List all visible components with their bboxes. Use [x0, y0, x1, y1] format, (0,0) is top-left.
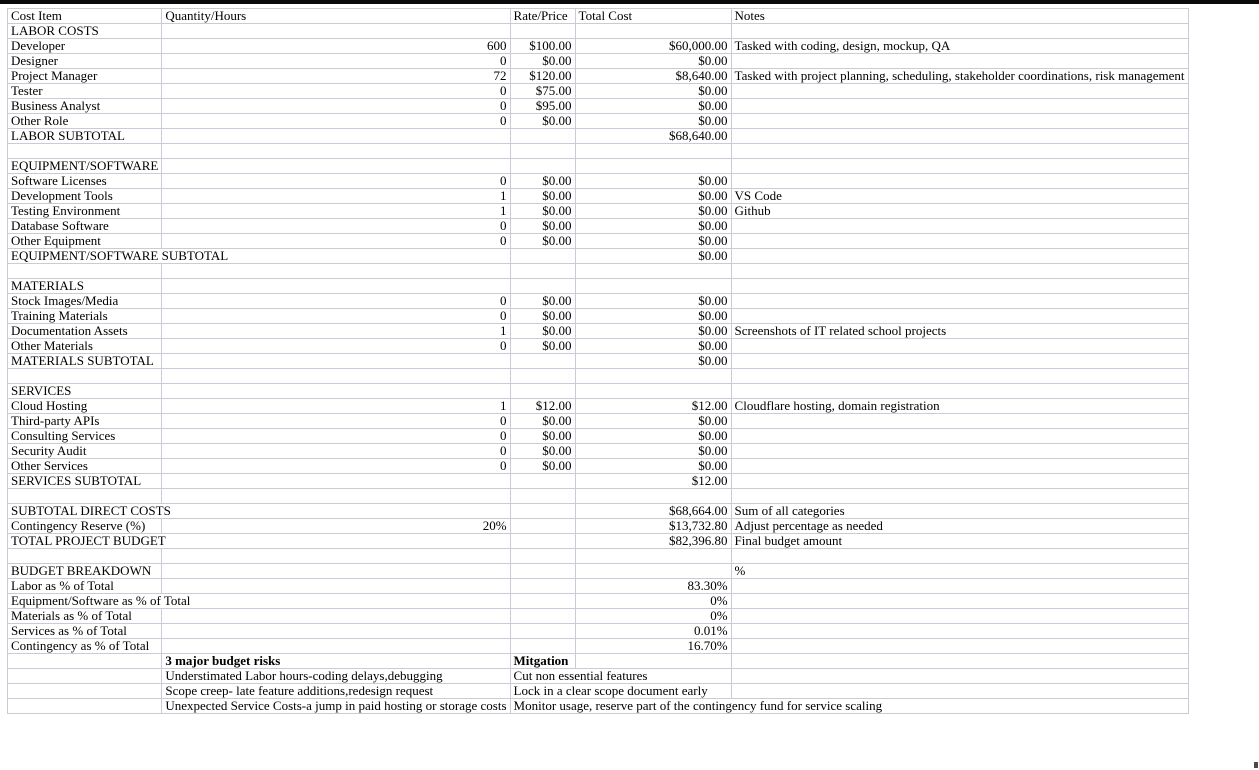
- cell-rate[interactable]: $120.00: [510, 69, 575, 84]
- cell-cost-item[interactable]: Labor as % of Total: [8, 579, 162, 594]
- cell-rate[interactable]: $0.00: [510, 234, 575, 249]
- cell-total[interactable]: Total Cost: [575, 9, 731, 24]
- cell-notes[interactable]: [731, 369, 1188, 384]
- cell-cost-item[interactable]: [8, 144, 162, 159]
- cell-total[interactable]: 16.70%: [575, 639, 731, 654]
- cell-total[interactable]: 0.01%: [575, 624, 731, 639]
- cell-quantity[interactable]: [162, 579, 510, 594]
- cell-cost-item[interactable]: [8, 699, 162, 714]
- table-row: [8, 84, 1189, 99]
- cell-total[interactable]: 0%: [575, 594, 731, 609]
- cell-rate[interactable]: $0.00: [510, 459, 575, 474]
- cell-quantity[interactable]: 600: [162, 39, 510, 54]
- table-row: [8, 519, 1189, 534]
- cell-cost-item[interactable]: MATERIALS: [8, 279, 162, 294]
- cell-total[interactable]: 0%: [575, 609, 731, 624]
- cell-total[interactable]: $12.00: [575, 399, 731, 414]
- table-row: [8, 399, 1189, 414]
- cell-total[interactable]: $0.00: [575, 339, 731, 354]
- table-row: [8, 249, 1189, 264]
- cell-notes[interactable]: [731, 474, 1188, 489]
- cell-total[interactable]: $0.00: [575, 219, 731, 234]
- table-row: [8, 114, 1189, 129]
- cell-cost-item[interactable]: Project Manager: [8, 69, 162, 84]
- table-row: [8, 24, 1189, 39]
- cell-quantity[interactable]: 0: [162, 444, 510, 459]
- cell-total[interactable]: $13,732.80: [575, 519, 731, 534]
- cell-cost-item[interactable]: Third-party APIs: [8, 414, 162, 429]
- cell-total[interactable]: $8,640.00: [575, 69, 731, 84]
- cell-rate[interactable]: [510, 504, 575, 519]
- cell-notes[interactable]: [731, 24, 1188, 39]
- table-row: [8, 39, 1189, 54]
- table-row: [8, 159, 1189, 174]
- cell-quantity[interactable]: [162, 549, 510, 564]
- cell-notes[interactable]: Cloudflare hosting, domain registration: [731, 399, 1188, 414]
- cell-cost-item[interactable]: Developer: [8, 39, 162, 54]
- cell-quantity[interactable]: [162, 159, 510, 174]
- cell-rate[interactable]: [510, 579, 575, 594]
- cell-total[interactable]: $0.00: [575, 54, 731, 69]
- cell-rate[interactable]: $0.00: [510, 294, 575, 309]
- cell-cost-item[interactable]: [8, 669, 162, 684]
- cell-quantity[interactable]: [162, 129, 510, 144]
- cell-cost-item[interactable]: Documentation Assets: [8, 324, 162, 339]
- cell-rate[interactable]: [510, 564, 575, 579]
- cell-quantity[interactable]: 0: [162, 414, 510, 429]
- cell-notes[interactable]: [731, 234, 1188, 249]
- cell-cost-item[interactable]: Contingency as % of Total: [8, 639, 162, 654]
- cell-cost-item[interactable]: Cloud Hosting: [8, 399, 162, 414]
- cell-cost-item[interactable]: [8, 489, 162, 504]
- cell-rate[interactable]: Cut non essential features: [510, 669, 731, 684]
- cell-rate[interactable]: [510, 249, 575, 264]
- table-row: [8, 444, 1189, 459]
- cell-total[interactable]: $0.00: [575, 114, 731, 129]
- cell-notes[interactable]: [731, 384, 1188, 399]
- top-edge-bar: [0, 0, 1259, 4]
- cell-notes[interactable]: [731, 99, 1188, 114]
- table-row: [8, 669, 1189, 684]
- cell-quantity[interactable]: [162, 279, 510, 294]
- table-row: [8, 189, 1189, 204]
- scroll-corner-artifact: [1254, 762, 1258, 768]
- cell-notes[interactable]: [731, 264, 1188, 279]
- cell-quantity[interactable]: 0: [162, 234, 510, 249]
- cell-quantity[interactable]: 3 major budget risks: [162, 654, 510, 669]
- table-row: [8, 174, 1189, 189]
- budget-table: [7, 8, 1189, 714]
- cell-quantity[interactable]: 0: [162, 99, 510, 114]
- cell-cost-item[interactable]: [8, 264, 162, 279]
- cell-total[interactable]: $0.00: [575, 354, 731, 369]
- cell-rate[interactable]: $0.00: [510, 324, 575, 339]
- table-row: [8, 234, 1189, 249]
- cell-cost-item[interactable]: [8, 369, 162, 384]
- cell-notes[interactable]: [731, 309, 1188, 324]
- cell-notes[interactable]: Tasked with coding, design, mockup, QA: [731, 39, 1188, 54]
- cell-total[interactable]: $0.00: [575, 99, 731, 114]
- cell-total[interactable]: $0.00: [575, 444, 731, 459]
- cell-notes[interactable]: [731, 639, 1188, 654]
- cell-rate[interactable]: [510, 369, 575, 384]
- cell-cost-item[interactable]: Database Software: [8, 219, 162, 234]
- cell-total[interactable]: $0.00: [575, 309, 731, 324]
- cell-notes[interactable]: [731, 414, 1188, 429]
- cell-notes[interactable]: Tasked with project planning, scheduling, stakeholder coordinations, risk management: [731, 69, 1188, 84]
- table-row: [8, 459, 1189, 474]
- table-row: [8, 339, 1189, 354]
- cell-notes[interactable]: %: [731, 564, 1188, 579]
- cell-notes[interactable]: Github: [731, 204, 1188, 219]
- cell-total[interactable]: $0.00: [575, 174, 731, 189]
- cell-total[interactable]: $82,396.80: [575, 534, 731, 549]
- cell-rate[interactable]: Lock in a clear scope document early: [510, 684, 731, 699]
- cell-quantity[interactable]: [162, 144, 510, 159]
- cell-quantity[interactable]: 0: [162, 219, 510, 234]
- cell-quantity[interactable]: Quantity/Hours: [162, 9, 510, 24]
- cell-rate[interactable]: [510, 474, 575, 489]
- table-row: [8, 69, 1189, 84]
- cell-total[interactable]: [575, 279, 731, 294]
- table-row: [8, 699, 1189, 714]
- cell-notes[interactable]: [731, 429, 1188, 444]
- cell-cost-item[interactable]: Stock Images/Media: [8, 294, 162, 309]
- table-row: [8, 654, 1189, 669]
- cell-cost-item[interactable]: TOTAL PROJECT BUDGET: [8, 534, 511, 549]
- cell-rate[interactable]: $0.00: [510, 414, 575, 429]
- cell-cost-item[interactable]: Equipment/Software as % of Total: [8, 594, 511, 609]
- cell-cost-item[interactable]: Security Audit: [8, 444, 162, 459]
- cell-total[interactable]: [575, 654, 731, 669]
- cell-quantity[interactable]: 0: [162, 174, 510, 189]
- cell-quantity[interactable]: [162, 564, 510, 579]
- table-row: [8, 579, 1189, 594]
- cell-rate[interactable]: $0.00: [510, 219, 575, 234]
- cell-notes[interactable]: [731, 144, 1188, 159]
- cell-quantity[interactable]: [162, 489, 510, 504]
- cell-quantity[interactable]: [162, 264, 510, 279]
- cell-cost-item[interactable]: SERVICES: [8, 384, 162, 399]
- table-row: [8, 564, 1189, 579]
- cell-cost-item[interactable]: Other Services: [8, 459, 162, 474]
- cell-cost-item[interactable]: [8, 549, 162, 564]
- table-row: [8, 99, 1189, 114]
- table-row: [8, 639, 1189, 654]
- table-row: [8, 324, 1189, 339]
- cell-notes[interactable]: [731, 339, 1188, 354]
- cell-quantity[interactable]: 1: [162, 399, 510, 414]
- cell-notes[interactable]: [731, 624, 1188, 639]
- cell-notes[interactable]: VS Code: [731, 189, 1188, 204]
- cell-notes[interactable]: [731, 54, 1188, 69]
- cell-rate[interactable]: $0.00: [510, 174, 575, 189]
- cell-total[interactable]: $60,000.00: [575, 39, 731, 54]
- cell-notes[interactable]: Sum of all categories: [731, 504, 1188, 519]
- table-row: [8, 474, 1189, 489]
- cell-total[interactable]: $0.00: [575, 414, 731, 429]
- cell-total[interactable]: $0.00: [575, 189, 731, 204]
- cell-notes[interactable]: [731, 654, 1188, 669]
- cell-rate[interactable]: [510, 279, 575, 294]
- cell-cost-item[interactable]: LABOR COSTS: [8, 24, 162, 39]
- table-row: [8, 384, 1189, 399]
- cell-cost-item[interactable]: Business Analyst: [8, 99, 162, 114]
- cell-total[interactable]: $0.00: [575, 429, 731, 444]
- cell-total[interactable]: [575, 159, 731, 174]
- cell-quantity[interactable]: [162, 24, 510, 39]
- cell-quantity[interactable]: 0: [162, 84, 510, 99]
- table-row: [8, 279, 1189, 294]
- cell-quantity[interactable]: 1: [162, 189, 510, 204]
- cell-rate[interactable]: $0.00: [510, 54, 575, 69]
- cell-total[interactable]: $68,640.00: [575, 129, 731, 144]
- cell-notes[interactable]: Adjust percentage as needed: [731, 519, 1188, 534]
- cell-rate[interactable]: [510, 609, 575, 624]
- cell-quantity[interactable]: 0: [162, 339, 510, 354]
- cell-cost-item[interactable]: Other Materials: [8, 339, 162, 354]
- cell-notes[interactable]: [731, 279, 1188, 294]
- cell-quantity[interactable]: [162, 609, 510, 624]
- cell-rate[interactable]: [510, 144, 575, 159]
- table-row: [8, 609, 1189, 624]
- cell-quantity[interactable]: Scope creep- late feature additions,redesign request: [162, 684, 510, 699]
- cell-notes[interactable]: [731, 249, 1188, 264]
- table-row: [8, 504, 1189, 519]
- cell-notes[interactable]: [731, 444, 1188, 459]
- cell-cost-item[interactable]: [8, 684, 162, 699]
- table-row: [8, 534, 1189, 549]
- cell-quantity[interactable]: [162, 624, 510, 639]
- cell-total[interactable]: [575, 144, 731, 159]
- table-row: [8, 129, 1189, 144]
- cell-total[interactable]: $68,664.00: [575, 504, 731, 519]
- cell-cost-item[interactable]: SERVICES SUBTOTAL: [8, 474, 162, 489]
- header-row: [8, 9, 1189, 24]
- cell-rate[interactable]: [510, 489, 575, 504]
- table-row: [8, 264, 1189, 279]
- table-row: [8, 144, 1189, 159]
- cell-notes[interactable]: [731, 549, 1188, 564]
- cell-quantity[interactable]: 1: [162, 204, 510, 219]
- cell-cost-item[interactable]: BUDGET BREAKDOWN: [8, 564, 162, 579]
- cell-rate[interactable]: $0.00: [510, 114, 575, 129]
- cell-notes[interactable]: [731, 354, 1188, 369]
- cell-total[interactable]: $0.00: [575, 324, 731, 339]
- cell-cost-item[interactable]: Designer: [8, 54, 162, 69]
- cell-total[interactable]: [575, 384, 731, 399]
- cell-notes[interactable]: Screenshots of IT related school projects: [731, 324, 1188, 339]
- table-row: [8, 624, 1189, 639]
- cell-notes[interactable]: [731, 294, 1188, 309]
- cell-notes[interactable]: Final budget amount: [731, 534, 1188, 549]
- cell-rate[interactable]: $0.00: [510, 339, 575, 354]
- cell-quantity[interactable]: 0: [162, 54, 510, 69]
- cell-rate[interactable]: Mitgation: [510, 654, 575, 669]
- cell-quantity[interactable]: 72: [162, 69, 510, 84]
- cell-notes[interactable]: [731, 669, 1188, 684]
- cell-cost-item[interactable]: Other Equipment: [8, 234, 162, 249]
- cell-cost-item[interactable]: Contingency Reserve (%): [8, 519, 162, 534]
- cell-cost-item[interactable]: Development Tools: [8, 189, 162, 204]
- cell-quantity[interactable]: [162, 474, 510, 489]
- cell-notes[interactable]: [731, 684, 1188, 699]
- cell-total[interactable]: $0.00: [575, 84, 731, 99]
- cell-quantity[interactable]: [162, 354, 510, 369]
- cell-rate[interactable]: [510, 519, 575, 534]
- cell-rate[interactable]: $12.00: [510, 399, 575, 414]
- cell-rate[interactable]: Rate/Price: [510, 9, 575, 24]
- cell-total[interactable]: [575, 549, 731, 564]
- cell-cost-item[interactable]: Tester: [8, 84, 162, 99]
- cell-rate[interactable]: [510, 354, 575, 369]
- table-row: [8, 309, 1189, 324]
- cell-quantity[interactable]: 0: [162, 459, 510, 474]
- cell-quantity[interactable]: 0: [162, 114, 510, 129]
- table-row: [8, 684, 1189, 699]
- cell-quantity[interactable]: Unexpected Service Costs-a jump in paid hosting or storage costs: [162, 699, 510, 714]
- cell-notes[interactable]: [731, 114, 1188, 129]
- table-row: [8, 354, 1189, 369]
- cell-rate[interactable]: $0.00: [510, 429, 575, 444]
- cell-rate[interactable]: Monitor usage, reserve part of the contingency fund for service scaling: [510, 699, 1188, 714]
- cell-quantity[interactable]: 0: [162, 429, 510, 444]
- cell-cost-item[interactable]: EQUIPMENT/SOFTWARE: [8, 159, 162, 174]
- cell-rate[interactable]: $0.00: [510, 444, 575, 459]
- cell-total[interactable]: 83.30%: [575, 579, 731, 594]
- cell-quantity[interactable]: 0: [162, 309, 510, 324]
- cell-cost-item[interactable]: Software Licenses: [8, 174, 162, 189]
- cell-notes[interactable]: [731, 609, 1188, 624]
- cell-rate[interactable]: $75.00: [510, 84, 575, 99]
- cell-rate[interactable]: $100.00: [510, 39, 575, 54]
- cell-cost-item[interactable]: Testing Environment: [8, 204, 162, 219]
- cell-total[interactable]: $0.00: [575, 204, 731, 219]
- cell-total[interactable]: $0.00: [575, 459, 731, 474]
- cell-rate[interactable]: [510, 534, 575, 549]
- cell-rate[interactable]: [510, 129, 575, 144]
- table-row: [8, 549, 1189, 564]
- cell-rate[interactable]: [510, 159, 575, 174]
- cell-notes[interactable]: [731, 129, 1188, 144]
- table-row: [8, 429, 1189, 444]
- table-row: [8, 294, 1189, 309]
- cell-notes[interactable]: Notes: [731, 9, 1188, 24]
- table-row: [8, 54, 1189, 69]
- cell-quantity[interactable]: Understimated Labor hours-coding delays,debugging: [162, 669, 510, 684]
- cell-cost-item[interactable]: EQUIPMENT/SOFTWARE SUBTOTAL: [8, 249, 511, 264]
- cell-total[interactable]: [575, 489, 731, 504]
- cell-quantity[interactable]: [162, 384, 510, 399]
- cell-total[interactable]: $0.00: [575, 294, 731, 309]
- cell-total[interactable]: [575, 24, 731, 39]
- cell-notes[interactable]: [731, 159, 1188, 174]
- cell-notes[interactable]: [731, 489, 1188, 504]
- cell-rate[interactable]: [510, 264, 575, 279]
- table-row: [8, 219, 1189, 234]
- cell-rate[interactable]: [510, 594, 575, 609]
- cell-cost-item[interactable]: MATERIALS SUBTOTAL: [8, 354, 162, 369]
- cell-cost-item[interactable]: Services as % of Total: [8, 624, 162, 639]
- cell-rate[interactable]: [510, 639, 575, 654]
- cell-notes[interactable]: [731, 84, 1188, 99]
- cell-notes[interactable]: [731, 459, 1188, 474]
- cell-cost-item[interactable]: [8, 654, 162, 669]
- cell-cost-item[interactable]: Materials as % of Total: [8, 609, 162, 624]
- cell-rate[interactable]: [510, 624, 575, 639]
- cell-rate[interactable]: $95.00: [510, 99, 575, 114]
- cell-notes[interactable]: [731, 579, 1188, 594]
- cell-total[interactable]: $12.00: [575, 474, 731, 489]
- cell-total[interactable]: $0.00: [575, 234, 731, 249]
- cell-cost-item[interactable]: Consulting Services: [8, 429, 162, 444]
- cell-cost-item[interactable]: Cost Item: [8, 9, 162, 24]
- cell-notes[interactable]: [731, 174, 1188, 189]
- cell-cost-item[interactable]: Training Materials: [8, 309, 162, 324]
- cell-cost-item[interactable]: Other Role: [8, 114, 162, 129]
- cell-quantity[interactable]: 0: [162, 294, 510, 309]
- cell-cost-item[interactable]: LABOR SUBTOTAL: [8, 129, 162, 144]
- cell-rate[interactable]: [510, 24, 575, 39]
- cell-quantity[interactable]: 1: [162, 324, 510, 339]
- cell-quantity[interactable]: [162, 369, 510, 384]
- cell-total[interactable]: [575, 369, 731, 384]
- cell-rate[interactable]: [510, 384, 575, 399]
- cell-rate[interactable]: [510, 549, 575, 564]
- cell-rate[interactable]: $0.00: [510, 204, 575, 219]
- table-row: [8, 204, 1189, 219]
- cell-quantity[interactable]: [162, 639, 510, 654]
- cell-rate[interactable]: $0.00: [510, 309, 575, 324]
- table-row: [8, 489, 1189, 504]
- cell-total[interactable]: [575, 564, 731, 579]
- budget-table-body: [8, 9, 1189, 714]
- cell-notes[interactable]: [731, 219, 1188, 234]
- table-row: [8, 414, 1189, 429]
- cell-cost-item[interactable]: SUBTOTAL DIRECT COSTS: [8, 504, 511, 519]
- cell-total[interactable]: [575, 264, 731, 279]
- table-row: [8, 369, 1189, 384]
- cell-rate[interactable]: $0.00: [510, 189, 575, 204]
- cell-quantity[interactable]: 20%: [162, 519, 510, 534]
- cell-notes[interactable]: [731, 594, 1188, 609]
- cell-total[interactable]: $0.00: [575, 249, 731, 264]
- table-row: [8, 594, 1189, 609]
